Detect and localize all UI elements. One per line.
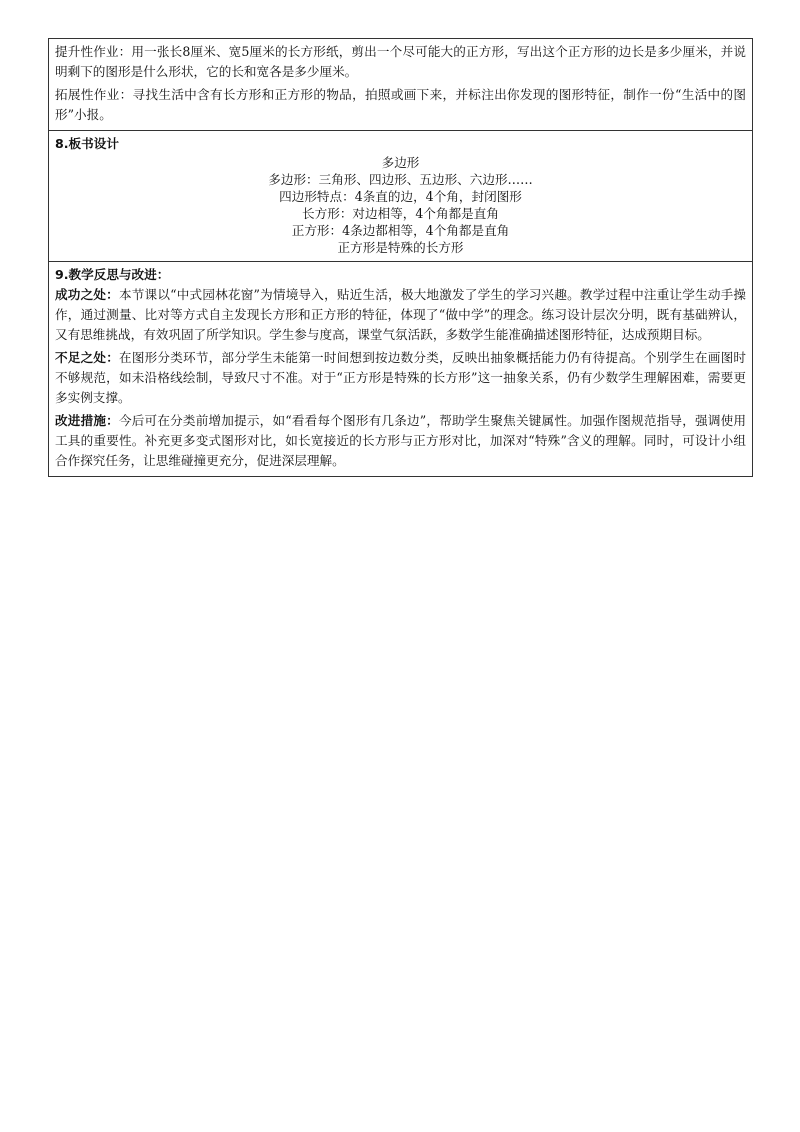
board-line-rectangle: 长方形：对边相等，4个角都是直角 [302,206,499,221]
lesson-plan-table [48,38,753,477]
improve-label: 改进措施： [55,413,119,428]
reflection-title: 9.教学反思与改进： [55,267,170,282]
extension-homework: 拓展性作业：寻找生活中含有长方形和正方形的物品，拍照或画下来，并标注出你发现的图形特征，制作一份“生活中的图形”小报。 [55,87,746,122]
success-paragraph [55,285,746,345]
weakness-paragraph [55,348,746,408]
success-text: 本节课以“中式园林花窗”为情境导入，贴近生活，极大地激发了学生的学习兴趣。教学过程中注重让学生动手操作，通过测量、比对等方式自主发现长方形和正方形的特征，体现了“做中学”的理念。练习设计层次分明，既有基础辨认，又有思维挑战，有效巩固了所学知识。学生参与度高，课堂气氛活跃，多数学生能准确描述图形特征，达成预期目标。 [55,287,747,342]
weakness-label: 不足之处： [55,350,120,365]
board-line-quadrilateral: 四边形特点：4条直的边，4个角，封闭图形 [279,189,522,204]
reflection-cell [49,262,753,477]
success-label: 成功之处： [55,287,119,302]
enhancement-homework: 提升性作业：用一张长8厘米、宽5厘米的长方形纸，剪出一个尽可能大的正方形，写出这个正方形的边长是多少厘米，并说明剩下的图形是什么形状，它的长和宽各是多少厘米。 [55,44,746,79]
board-line-square: 正方形：4条边都相等，4个角都是直角 [291,223,510,238]
improve-text: 今后可在分类前增加提示，如“看看每个图形有几条边”，帮助学生聚焦关键属性。加强作图规范指导，强调使用工具的重要性。补充更多变式图形对比，如长宽接近的长方形与正方形对比，加深对“特殊”含义的理解。同时，可设计小组合作探究任务，让思维碰撞更充分，促进深层理解。 [55,413,747,468]
reflection-row [49,262,753,477]
board-design-cell [49,131,753,262]
homework-cell [49,39,753,131]
board-design-row [49,131,753,262]
weakness-text: 在图形分类环节，部分学生未能第一时间想到按边数分类，反映出抽象概括能力仍有待提高。个别学生在画图时不够规范，如未沿格线绘制，导致尺寸不准。对于“正方形是特殊的长方形”这一抽象关系，仍有少数学生理解困难，需要更多实例支撑。 [55,350,747,405]
board-line-relation: 正方形是特殊的长方形 [337,240,464,255]
board-content [55,154,746,256]
board-design-title: 8.板书设计 [55,136,119,151]
homework-row [49,39,753,131]
board-line-polygons: 多边形：三角形、四边形、五边形、六边形…… [268,172,533,187]
improve-paragraph [55,411,746,471]
board-line-heading: 多边形 [381,155,420,170]
